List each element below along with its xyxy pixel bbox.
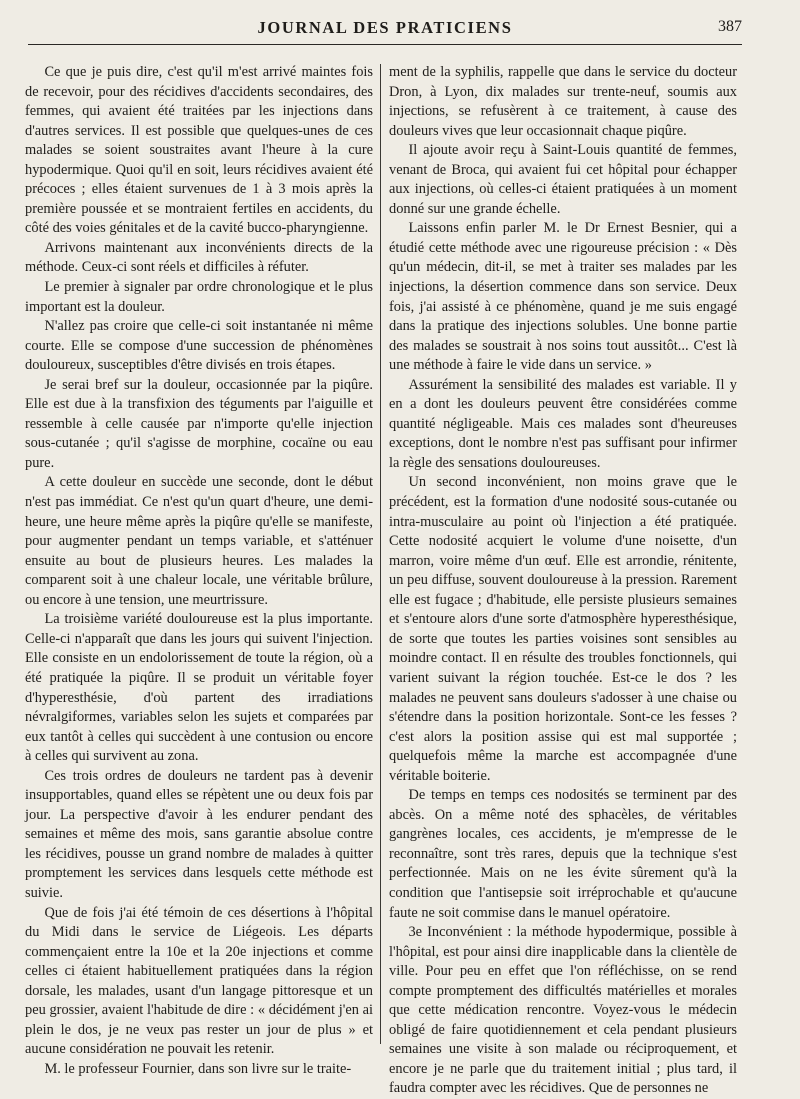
paragraph: De temps en temps ces nodosités se terminent par des abcès. On a même noté des sphacèles, de véritables gangrènes locales, ces accidents, je m'empresse de le reconnaître, sont très rares, depuis que la technique s'est perfectionnée. Mais on ne les évite sûrement qu'à la condition que l'antisepsie soit irréprochable et qu'aucune faute ne soit commise dans le manuel opératoire.: [389, 787, 737, 921]
paragraph: Assurément la sensibilité des malades est variable. Il y en a dont les douleurs peuvent être considérées comme quantité négligeable. Mais ces malades sont d'heureuses exceptions, dont le nombre n'est pas suffisant pour infirmer la règle des sensations douloureuses.: [389, 376, 737, 471]
left-column: [25, 63, 373, 1077]
journal-title: JOURNAL DES PRATICIENS: [257, 18, 513, 37]
paragraph-continued: ment de la syphilis, rappelle que dans le service du docteur Dron, à Lyon, dix malades sur trente-neuf, soumis aux injections, se refusèrent à ce traitement, à cause des douleurs vives que leur occasionnait chaque piqûre.: [389, 64, 737, 139]
paragraph: Ce que je puis dire, c'est qu'il m'est arrivé maintes fois de recevoir, pour des récidives d'accidents secondaires, des femmes, qui avaient été traitées par les injections dans d'autres services. Il est possible que quelques-unes de ces malades se soient soustraites avant l'heure à la cure hypodermique. Quoi qu'il en soit, leurs récidives avaient été précoces ; elles étaient survenues de 1 à 3 mois après la première poussée et se montraient fertiles en accidents, du côté des voies génitales et de la cavité bucco-pharyngienne.: [25, 64, 373, 237]
paragraph: Un second inconvénient, non moins grave que le précédent, est la formation d'une nodosité sous-cutanée ou intra-musculaire au point où l'injection a été pratiquée. Cette nodosité acquiert le volume d'une noisette, d'un marron, voire même d'un œuf. Elle est arrondie, rénitente, un peu diffuse, souvent douloureuse à la pression. Rarement elle est fugace ; d'habitude, elle persiste plusieurs semaines et s'entoure alors d'une sorte d'atmosphère hyperesthésique, de sorte que toutes les parties voisines sont sensibles au moindre contact. Il en résulte des troubles fonctionnels, qui varient suivant la région touchée. Est-ce le dos ? les malades ne peuvent sans douleurs s'adosser à une chaise ou s'étendre dans la position horizontale. Sont-ce les fesses ? c'est alors la position assise qui est mal supportée ; quelquefois même la marche est accompagnée d'une véritable boiterie.: [389, 474, 737, 784]
paragraph: A cette douleur en succède une seconde, dont le début n'est pas immédiat. Ce n'est qu'un quart d'heure, une demi-heure, une heure même après la piqûre qu'elle se manifeste, pour augmenter pendant un temps variable, et s'atténuer ensuite au bout de plusieurs heures. Les malades la comparent soit à une chaleur locale, une véritable brûlure, ou encore à une tension, une meurtrissure.: [25, 474, 373, 608]
page-number: 387: [718, 18, 742, 35]
paragraph: N'allez pas croire que celle-ci soit instantanée ni même courte. Elle se compose d'une succession de phénomènes douloureux, susceptibles d'être divisés en trois étapes.: [25, 318, 373, 374]
running-header: [28, 16, 742, 45]
paragraph: Je serai bref sur la douleur, occasionnée par la piqûre. Elle est due à la transfixion des téguments par l'aiguille et ressemble à celle causée par n'importe qu'elle injection sous-cutanée ; qu'il s'agisse de morphine, cocaïne ou eau pure.: [25, 376, 373, 471]
paragraph: Arrivons maintenant aux inconvénients directs de la méthode. Ceux-ci sont réels et difficiles à réfuter.: [25, 239, 373, 276]
paragraph: La troisième variété douloureuse est la plus importante. Celle-ci n'apparaît que dans les jours qui suivent l'injection. Elle consiste en un endolorissement de toute la région, où a été pratiquée la piqûre. Il se produit un véritable foyer d'hyperesthésie, d'où partent des irradiations névralgiformes, variables selon les sujets et comparées par eux tantôt à celles qui succèdent à une contusion ou encore à celles qui survivent au zona.: [25, 611, 373, 765]
paragraph: Ces trois ordres de douleurs ne tardent pas à devenir insupportables, quand elles se répètent une ou deux fois par jour. La perspective d'avoir à les endurer pendant des semaines et même des mois, sans garantie absolue contre les récidives, pousse un grand nombre de malades à quitter promptement les services dans lesquels cette méthode est suivie.: [25, 767, 373, 901]
paragraph: Laissons enfin parler M. le Dr Ernest Besnier, qui a étudié cette méthode avec une rigoureuse précision : « Dès qu'un médecin, dit-il, se met à traiter ses malades par les injections, la désertion commence dans son service. Deux fois, j'ai assisté à ce phénomène, quand je me suis engagé dans la pratique des injections solubles. Une bonne partie des malades se soustrait à nos soins tout aussitôt... C'est là une méthode à faire le vide dans un service. »: [389, 220, 737, 374]
column-divider: [380, 64, 381, 1044]
right-column: [389, 63, 737, 1097]
paragraph: Que de fois j'ai été témoin de ces désertions à l'hôpital du Midi dans le service de Liégeois. Les départs commençaient entre la 10e et la 20e injections et comme celles ci étaient habituellement pratiquées dans la région dorsale, les malades, usant d'un langage pittoresque et un peu grossier, avaient l'habitude de dire : « décidément j'en ai plein le dos, je ne veux pas rester un jour de plus » et aucune considération ne pouvait les retenir.: [25, 904, 373, 1058]
paragraph: M. le professeur Fournier, dans son livre sur le traite-: [44, 1060, 352, 1077]
paragraph: Il ajoute avoir reçu à Saint-Louis quantité de femmes, venant de Broca, qui avaient fui cet hôpital pour échapper aux injections, où celles-ci étaient pratiquées à un moment donné sur une grande échelle.: [389, 142, 737, 217]
paragraph: 3e Inconvénient : la méthode hypodermique, possible à l'hôpital, est pour ainsi dire inapplicable dans la clientèle de ville. Pour peu en effet que l'on réfléchisse, on se rend compte promptement des difficultés matérielles et morales que cette médication rencontre. Voyez-vous le médecin obligé de faire quotidiennement et cela pendant plusieurs semaines une visite à son malade ou réciproquement, et encore je ne parle que du traitement initial ; plus tard, il faudra compter avec les récidives. Que de personnes ne: [389, 924, 737, 1097]
paragraph: Le premier à signaler par ordre chronologique et le plus important est la douleur.: [25, 279, 373, 315]
